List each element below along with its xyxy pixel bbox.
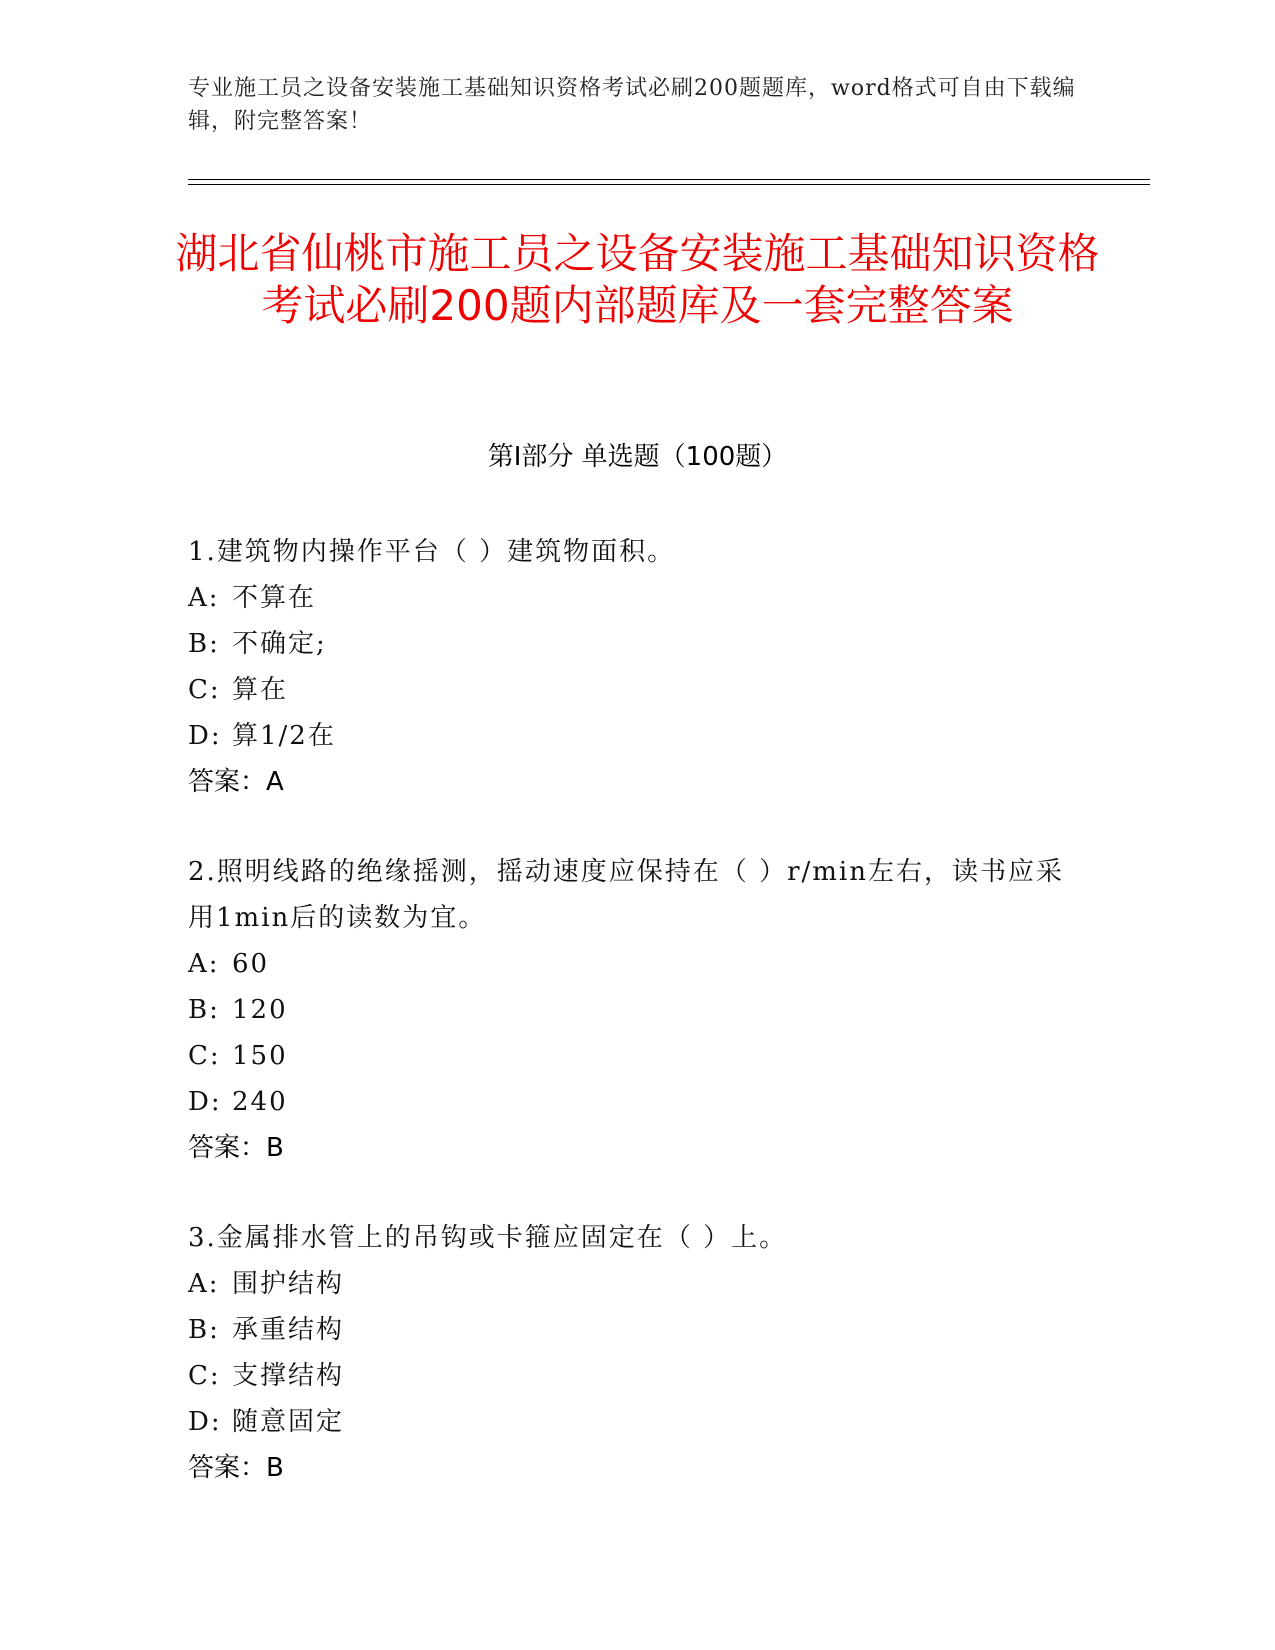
option-letter: C: <box>188 1041 221 1071</box>
header-note: 专业施工员之设备安装施工基础知识资格考试必刷200题题库，word格式可自由下载编辑，附完整答案！ <box>188 76 1076 134</box>
header-divider-top <box>188 179 1150 180</box>
option-text: 算在 <box>232 675 289 705</box>
question-3 <box>188 1215 1068 1491</box>
question-2 <box>188 849 1068 1171</box>
question-stem: 3.金属排水管上的吊钩或卡箍应固定在（ ）上。 <box>188 1223 788 1253</box>
option-text: 围护结构 <box>232 1269 345 1299</box>
option-text: 支撑结构 <box>232 1361 345 1391</box>
option-letter: B: <box>188 1315 220 1345</box>
option-text: 120 <box>232 995 288 1025</box>
option-text: 算1/2在 <box>232 721 336 751</box>
option-d <box>188 1079 1068 1125</box>
option-c <box>188 1353 1068 1399</box>
option-letter: A: <box>188 1269 220 1299</box>
document-title: 湖北省仙桃市施工员之设备安装施工基础知识资格考试必刷200题内部题库及一套完整答案 <box>175 229 1100 330</box>
option-text: 随意固定 <box>232 1407 345 1437</box>
answer-line: 答案：B <box>188 1453 284 1483</box>
answer-line: 答案：B <box>188 1133 284 1163</box>
option-letter: D: <box>188 1087 222 1117</box>
option-text: 不算在 <box>232 583 317 613</box>
option-b <box>188 621 1068 667</box>
option-a <box>188 941 1068 987</box>
option-letter: A: <box>188 949 220 979</box>
option-a <box>188 1261 1068 1307</box>
option-letter: C: <box>188 1361 221 1391</box>
option-text: 240 <box>232 1087 288 1117</box>
option-b <box>188 987 1068 1033</box>
option-letter: D: <box>188 1407 222 1437</box>
option-letter: B: <box>188 629 220 659</box>
option-c <box>188 667 1068 713</box>
option-text: 150 <box>232 1041 288 1071</box>
option-d <box>188 1399 1068 1445</box>
option-letter: B: <box>188 995 220 1025</box>
option-text: 60 <box>232 949 270 979</box>
option-letter: D: <box>188 721 222 751</box>
question-list <box>188 529 1068 1535</box>
question-stem: 2.照明线路的绝缘摇测，摇动速度应保持在（ ）r/min左右，读书应采用1min后的读数为宜。 <box>188 857 1064 933</box>
question-stem: 1.建筑物内操作平台（ ）建筑物面积。 <box>188 537 676 567</box>
answer-line: 答案：A <box>188 767 284 797</box>
option-letter: A: <box>188 583 220 613</box>
option-text: 不确定; <box>232 629 327 659</box>
header-divider-bottom <box>188 184 1150 185</box>
section-title: 第Ⅰ部分 单选题（100题） <box>487 442 788 472</box>
option-c <box>188 1033 1068 1079</box>
option-letter: C: <box>188 675 221 705</box>
option-a <box>188 575 1068 621</box>
option-b <box>188 1307 1068 1353</box>
question-1 <box>188 529 1068 805</box>
option-d <box>188 713 1068 759</box>
option-text: 承重结构 <box>232 1315 345 1345</box>
